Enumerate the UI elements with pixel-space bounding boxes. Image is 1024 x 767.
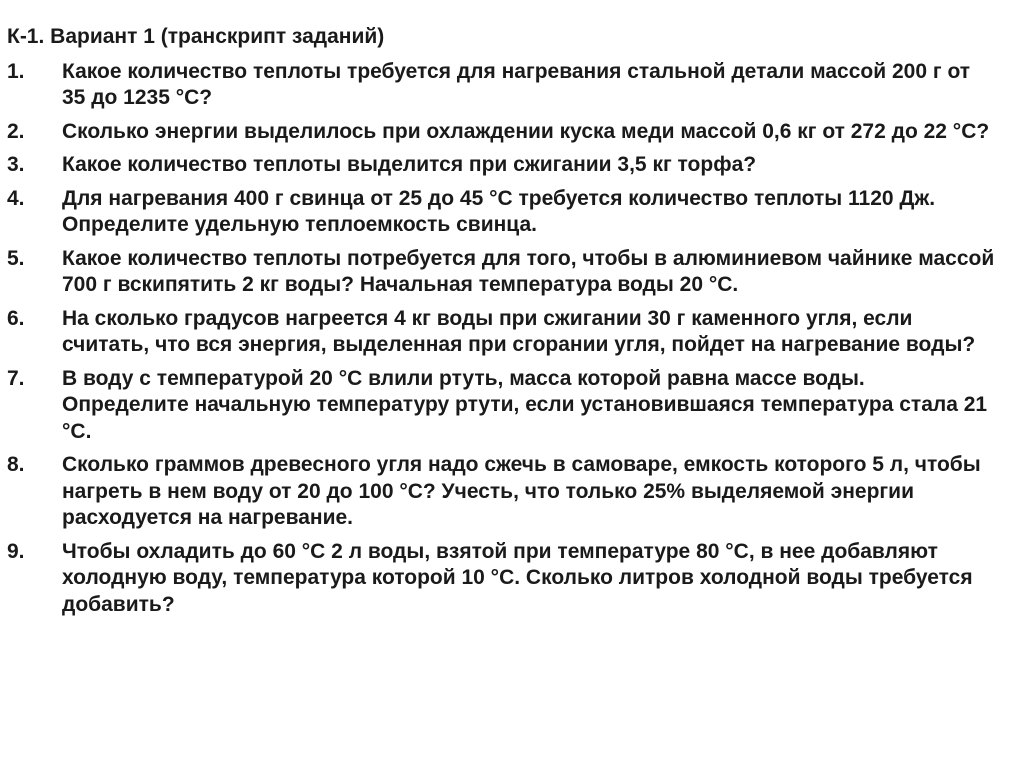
task-number: 1. xyxy=(7,59,25,83)
task-item xyxy=(7,59,1000,112)
task-item xyxy=(7,452,1000,532)
task-number: 3. xyxy=(7,153,25,176)
task-item xyxy=(7,539,1000,619)
task-text: Какое количество теплоты потребуется для того, чтобы в алюминиевом чайнике массой 700 г вскипятить 2 кг воды? Начальная температура воды 20 °С. xyxy=(62,246,995,296)
page-title: К-1. Вариант 1 (транскрипт заданий) xyxy=(7,25,385,48)
task-item xyxy=(7,119,1000,146)
task-number: 8. xyxy=(7,453,25,476)
task-item xyxy=(7,186,1000,239)
task-number: 4. xyxy=(7,186,25,210)
task-text: В воду с температурой 20 °С влили ртуть, масса которой равна массе воды. Определите начальную температуру ртути, если установившаяся температура стала 21 °С. xyxy=(62,366,988,443)
task-text: Какое количество теплоты выделится при сжигании 3,5 кг торфа? xyxy=(62,153,757,176)
task-number: 7. xyxy=(7,366,25,390)
task-item xyxy=(7,246,1000,299)
task-number: 2. xyxy=(7,119,25,143)
task-text: Чтобы охладить до 60 °С 2 л воды, взятой при температуре 80 °С, в нее добавляют холодную воду, температура которой 10 °С. Сколько литров холодной воды требуется добавить? xyxy=(62,539,973,616)
task-number: 6. xyxy=(7,306,25,330)
task-item xyxy=(7,306,1000,359)
task-text: Сколько энергии выделилось при охлаждении куска меди массой 0,6 кг от 272 до 22 °С? xyxy=(62,119,990,143)
task-number: 5. xyxy=(7,246,25,270)
task-text: На сколько градусов нагреется 4 кг воды при сжигании 30 г каменного угля, если считать, что вся энергия, выделенная при сгорании угля, пойдет на нагревание воды? xyxy=(62,306,976,356)
task-item xyxy=(7,366,1000,446)
task-text: Сколько граммов древесного угля надо сжечь в самоваре, емкость которого 5 л, чтобы нагреть в нем воду от 20 до 100 °С? Учесть, что только 25% выделяемой энергии расходуется на нагревание. xyxy=(62,453,981,529)
task-text: Какое количество теплоты требуется для нагревания стальной детали массой 200 г от 35 до 1235 °С? xyxy=(62,59,971,109)
task-text: Для нагревания 400 г свинца от 25 до 45 °С требуется количество теплоты 1120 Дж. Определите удельную теплоемкость свинца. xyxy=(62,186,936,236)
task-number: 9. xyxy=(7,539,25,563)
task-item xyxy=(7,152,1000,179)
